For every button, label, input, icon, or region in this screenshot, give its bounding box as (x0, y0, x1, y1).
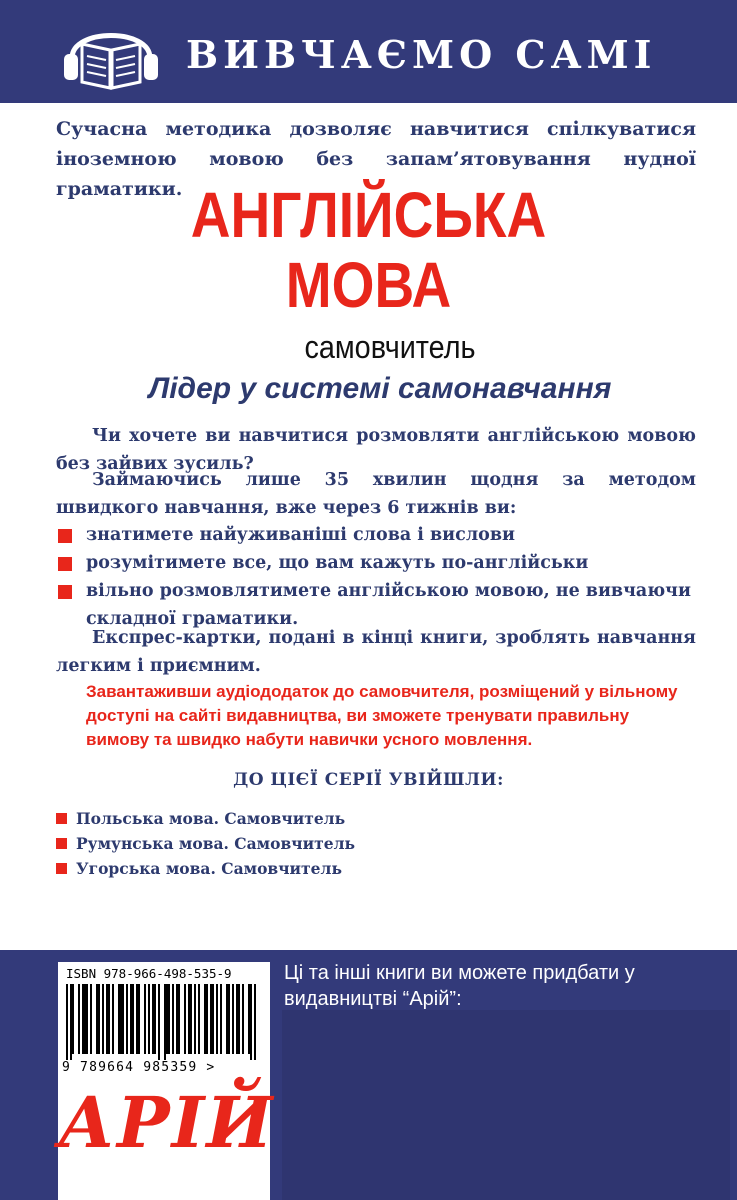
list-item: розумітимете все, що вам кажуть по-англійськи (56, 549, 696, 577)
intro-text: Сучасна методика дозволяє навчитися спілкуватися іноземною мовою без запам’ятовування нудної граматики. (56, 118, 696, 200)
bullet-square-icon (58, 529, 72, 543)
audio-note: Завантаживши аудіододаток до самовчителя, розміщений у вільному доступі на сайті видавництва, ви зможете тренувати правильну вимову та швидко набути навички усного мовлення. (86, 682, 678, 749)
list-item: вільно розмовлятимете англійською мовою, не вивчаючи складної граматики. (56, 577, 696, 633)
series-heading: ДО ЦІЄЇ СЕРІЇ УВІЙШЛИ: (233, 770, 504, 790)
list-item: Польська мова. Самовчитель (56, 806, 355, 831)
book-title-line1: АНГЛІЙСЬКА (190, 179, 547, 251)
bullet-square-icon (56, 838, 67, 849)
cards-paragraph: Експрес-картки, подані в кінці книги, зроблять навчання легким і приємним. (56, 628, 696, 676)
bullet-square-icon (58, 557, 72, 571)
book-headphones-icon (58, 14, 164, 94)
list-item: Угорська мова. Самовчитель (56, 856, 355, 881)
book-subtitle: самовчитель (304, 329, 476, 365)
list-item: Румунська мова. Самовчитель (56, 831, 355, 856)
lead-paragraph: Займаючись лише 35 хвилин щодня за методом швидкого навчання, вже через 6 тижнів ви: (56, 470, 696, 518)
isbn-label: ISBN 978-966-498-535-9 (66, 966, 232, 981)
bullet-square-icon (58, 585, 72, 599)
bullet-square-icon (56, 813, 67, 824)
book-title-line2: МОВА (285, 249, 452, 321)
slogan: Лідер у системі самонавчання (148, 372, 612, 405)
question-paragraph: Чи хочете ви навчитися розмовляти англійською мовою без зайвих зусиль? (56, 426, 696, 474)
benefits-list (56, 521, 696, 633)
barcode-digits: 9 789664 985359 > (62, 1060, 216, 1075)
barcode-box (58, 962, 270, 1082)
series-title: ВИВЧАЄМО САМІ (186, 32, 657, 77)
list-item: знатимете найуживаніші слова і вислови (56, 521, 696, 549)
books-panel (282, 1010, 730, 1200)
barcode-icon (66, 984, 262, 1060)
series-list (56, 806, 355, 881)
buy-text: Ці та інші книги ви можете придбати у видавництві “Арій”: (284, 962, 635, 1010)
publisher-box (58, 1081, 275, 1200)
bullet-square-icon (56, 863, 67, 874)
publisher-logo: АРІЙ (58, 1081, 275, 1164)
